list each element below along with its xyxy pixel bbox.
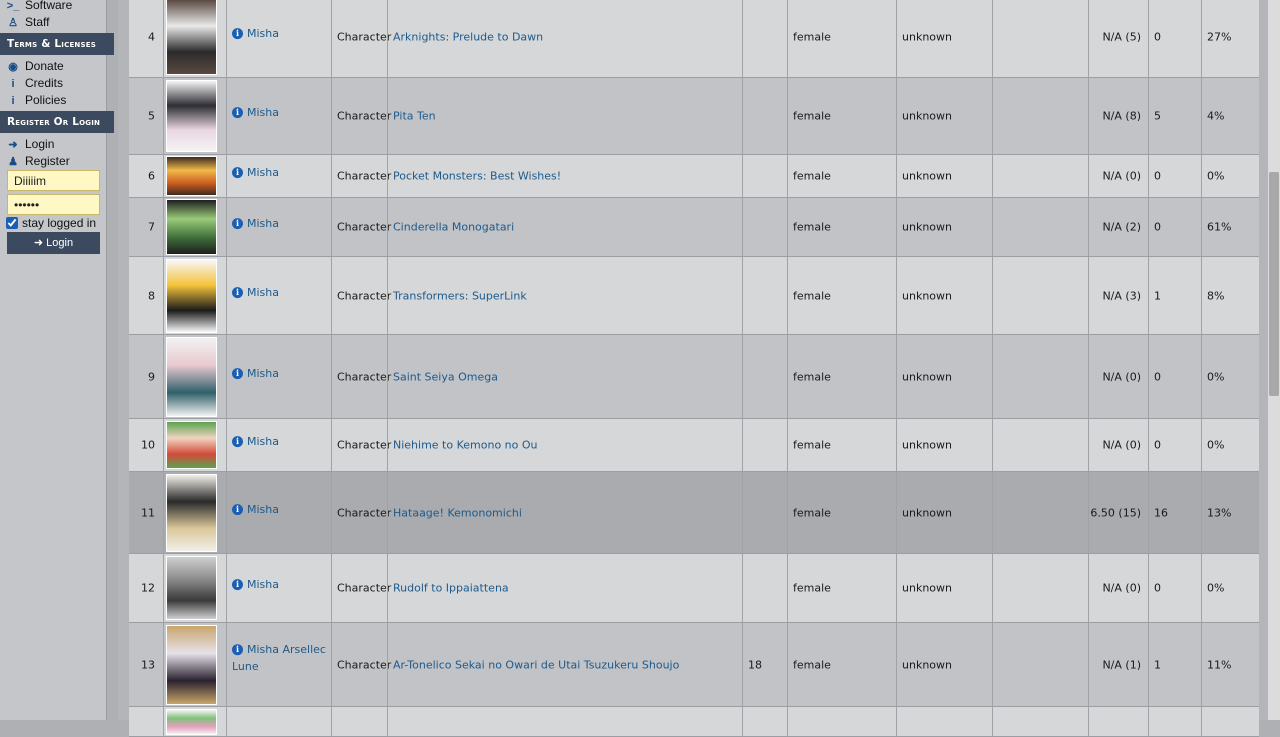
age-cell: [742, 0, 788, 77]
info-icon[interactable]: i: [232, 579, 243, 590]
votes-cell: [1148, 623, 1202, 706]
login-button-label: Login: [46, 237, 74, 249]
rank-cell: [129, 419, 163, 471]
status: unknown: [902, 109, 952, 123]
type-cell: [331, 198, 392, 256]
character-name[interactable]: Misha: [247, 217, 279, 231]
source-link[interactable]: Niehime to Kemono no Ou: [393, 438, 538, 452]
character-name[interactable]: Misha: [247, 166, 279, 180]
sidebar: [0, 0, 107, 720]
sidebar-link-label: Policies: [25, 93, 67, 107]
rank-cell: [129, 554, 163, 622]
type: Character: [337, 30, 392, 43]
type: Character: [337, 289, 392, 302]
rank-cell: [129, 257, 163, 334]
percent: 61%: [1207, 220, 1232, 234]
rating-cell: [1088, 472, 1149, 553]
info-icon[interactable]: i: [232, 287, 243, 298]
source-link[interactable]: Hataage! Kemonomichi: [393, 506, 522, 519]
source-link-cell: [387, 335, 743, 418]
info-icon: i: [11, 95, 15, 107]
login-header: Register Or Login: [0, 111, 114, 133]
rating-cell: [1088, 623, 1149, 706]
source-link-cell: [387, 155, 743, 197]
info-icon[interactable]: i: [232, 368, 243, 379]
character-name-link[interactable]: [232, 641, 327, 675]
empty-cell: [992, 554, 1089, 622]
source-link[interactable]: Cinderella Monogatari: [393, 220, 515, 234]
image-cell: [163, 472, 227, 553]
gender: female: [793, 289, 831, 302]
status: unknown: [902, 289, 952, 302]
sidebar-link-credits[interactable]: [6, 75, 63, 91]
source-link[interactable]: Transformers: SuperLink: [393, 289, 527, 302]
gender-cell: [787, 78, 897, 154]
type-cell: [331, 0, 392, 77]
character-name[interactable]: Misha: [247, 502, 279, 516]
gender: female: [793, 370, 831, 383]
status: unknown: [902, 220, 952, 234]
image-cell: [163, 335, 227, 418]
rank: 6: [148, 169, 155, 183]
results-table: [118, 0, 1268, 720]
gender-cell: [787, 0, 897, 77]
votes-cell: [1148, 335, 1202, 418]
type-cell: [331, 78, 392, 154]
rank: 12: [141, 581, 155, 595]
percent: 27%: [1207, 30, 1232, 43]
source-link-cell: [387, 472, 743, 553]
rank-cell: [129, 0, 163, 77]
rating: N/A (2): [1102, 220, 1141, 234]
percent: 0%: [1207, 370, 1225, 383]
rank: 4: [148, 30, 155, 43]
age-cell: [742, 335, 788, 418]
rating-cell: [1088, 78, 1149, 154]
gender-cell: [787, 472, 897, 553]
source-link-cell: [387, 198, 743, 256]
rating: N/A (8): [1102, 109, 1141, 123]
rating-cell: [1088, 257, 1149, 334]
rank: 8: [148, 289, 155, 302]
scrollbar-thumb[interactable]: [1269, 172, 1279, 396]
type-cell: [331, 419, 392, 471]
empty-cell: [1088, 707, 1149, 736]
percent: 8%: [1207, 289, 1225, 302]
rating: N/A (0): [1102, 370, 1141, 383]
source-link-cell: [387, 554, 743, 622]
sidebar-link-staff[interactable]: [6, 14, 49, 30]
type: Character: [337, 370, 392, 383]
image-cell: [163, 707, 227, 736]
age-cell: [742, 78, 788, 154]
table-row: [129, 419, 1259, 472]
image-cell: [163, 0, 227, 77]
sign-in-icon: ➜: [8, 139, 18, 151]
rank-cell: [129, 707, 163, 736]
gender: female: [793, 581, 831, 595]
status-cell: [896, 257, 993, 334]
empty-cell: [1148, 707, 1202, 736]
empty-cell: [992, 419, 1089, 471]
sidebar-link-label: Software: [25, 0, 73, 12]
character-name[interactable]: Misha: [247, 578, 279, 592]
staff-icon: ♙: [8, 17, 18, 29]
type: Character: [337, 506, 392, 519]
empty-cell: [992, 623, 1089, 706]
age-cell: [742, 419, 788, 471]
age-cell: [742, 257, 788, 334]
table-row: [129, 623, 1259, 707]
terms-header: Terms & Licenses: [0, 33, 114, 55]
gender-cell: [787, 198, 897, 256]
user-plus-icon: ♟: [8, 156, 18, 168]
rank: 9: [148, 370, 155, 383]
sidebar-link-login[interactable]: [6, 136, 54, 152]
gender: female: [793, 169, 831, 183]
name-cell: [226, 198, 332, 256]
status: unknown: [902, 30, 952, 43]
status: unknown: [902, 370, 952, 383]
empty-cell: [992, 78, 1089, 154]
votes-cell: [1148, 0, 1202, 77]
votes: 1: [1154, 658, 1161, 671]
donate-icon: ◉: [8, 61, 18, 73]
gender-cell: [787, 257, 897, 334]
gender: female: [793, 109, 831, 123]
info-icon[interactable]: i: [232, 218, 243, 229]
empty-cell: [387, 707, 743, 736]
image-cell: [163, 554, 227, 622]
rank: 11: [141, 506, 155, 519]
percent: 13%: [1207, 506, 1232, 519]
rating: N/A (0): [1102, 169, 1141, 183]
percent: 0%: [1207, 169, 1225, 183]
rank-cell: [129, 198, 163, 256]
character-thumbnail[interactable]: [166, 80, 217, 152]
rank-cell: [129, 623, 163, 706]
status: unknown: [902, 658, 952, 671]
scrollbar[interactable]: [1268, 0, 1280, 720]
rank: 7: [148, 220, 155, 234]
character-thumbnail[interactable]: [166, 199, 217, 255]
percent-cell: [1201, 472, 1260, 553]
sidebar-link-label: Staff: [25, 15, 50, 29]
rating-cell: [1088, 554, 1149, 622]
age-cell: [742, 554, 788, 622]
gender: female: [793, 438, 831, 452]
type: Character: [337, 658, 392, 671]
percent: 4%: [1207, 109, 1225, 123]
source-link-cell: [387, 257, 743, 334]
source-link[interactable]: Rudolf to Ippaiattena: [393, 581, 509, 595]
votes: 1: [1154, 289, 1161, 302]
type: Character: [337, 169, 392, 183]
name-cell: [226, 0, 332, 77]
votes-cell: [1148, 155, 1202, 197]
image-cell: [163, 623, 227, 706]
age-cell: [742, 198, 788, 256]
rank: 13: [141, 658, 155, 671]
gender: female: [793, 658, 831, 671]
name-cell: [226, 335, 332, 418]
type-cell: [331, 335, 392, 418]
name-cell: [226, 419, 332, 471]
name-cell: [226, 78, 332, 154]
percent-cell: [1201, 198, 1260, 256]
character-name-link[interactable]: [232, 164, 327, 181]
sidebar-link-label: Credits: [25, 76, 64, 90]
votes-cell: [1148, 472, 1202, 553]
gender-cell: [787, 155, 897, 197]
rating: N/A (3): [1102, 289, 1141, 302]
empty-cell: [992, 257, 1089, 334]
type-cell: [331, 257, 392, 334]
status-cell: [896, 198, 993, 256]
table-row: [129, 78, 1259, 155]
image-cell: [163, 155, 227, 197]
status-cell: [896, 78, 993, 154]
image-cell: [163, 257, 227, 334]
source-link-cell: [387, 0, 743, 77]
rank: 10: [141, 438, 155, 452]
info-icon[interactable]: i: [232, 167, 243, 178]
table-row: [129, 198, 1259, 257]
percent-cell: [1201, 78, 1260, 154]
info-icon[interactable]: i: [232, 28, 243, 39]
status-cell: [896, 419, 993, 471]
votes-cell: [1148, 554, 1202, 622]
votes-cell: [1148, 257, 1202, 334]
rating-cell: [1088, 0, 1149, 77]
rank-cell: [129, 78, 163, 154]
rating: N/A (0): [1102, 438, 1141, 452]
info-icon[interactable]: i: [232, 107, 243, 118]
table-row: [129, 554, 1259, 623]
rating-cell: [1088, 419, 1149, 471]
votes: 16: [1154, 506, 1168, 519]
image-cell: [163, 78, 227, 154]
empty-cell: [992, 472, 1089, 553]
source-link[interactable]: Ar-Tonelico Sekai no Owari de Utai Tsuzukeru Shoujo: [393, 658, 680, 671]
character-name[interactable]: Misha: [247, 26, 279, 40]
sidebar-link-policies[interactable]: [6, 92, 66, 108]
table-row: [129, 257, 1259, 335]
empty-cell: [742, 707, 788, 736]
character-name-link[interactable]: [232, 25, 327, 42]
name-cell: [226, 623, 332, 706]
source-link[interactable]: Arknights: Prelude to Dawn: [393, 30, 544, 43]
empty-cell: [992, 198, 1089, 256]
name-cell: [226, 472, 332, 553]
source-link[interactable]: Saint Seiya Omega: [393, 370, 498, 383]
empty-cell: [787, 707, 897, 736]
gender: female: [793, 220, 831, 234]
sidebar-link-label: Login: [25, 137, 55, 151]
character-name[interactable]: Misha Arsellec Lune: [232, 642, 326, 673]
age-cell: [742, 155, 788, 197]
percent-cell: [1201, 257, 1260, 334]
votes: 0: [1154, 169, 1161, 183]
character-name-link[interactable]: [232, 104, 327, 121]
age-cell: [742, 623, 788, 706]
empty-cell: [1201, 707, 1260, 736]
character-thumbnail[interactable]: [166, 421, 217, 469]
character-name-link[interactable]: [232, 284, 327, 301]
type-cell: [331, 554, 392, 622]
source-link[interactable]: Pocket Monsters: Best Wishes!: [393, 169, 562, 183]
percent-cell: [1201, 0, 1260, 77]
status-cell: [896, 335, 993, 418]
empty-cell: [992, 0, 1089, 77]
votes-cell: [1148, 78, 1202, 154]
character-thumbnail[interactable]: [166, 474, 217, 552]
percent: 11%: [1207, 658, 1232, 671]
status: unknown: [902, 169, 952, 183]
empty-cell: [331, 707, 388, 736]
rank-cell: [129, 472, 163, 553]
character-name-link[interactable]: [232, 501, 327, 518]
image-cell: [163, 198, 227, 256]
info-icon: i: [11, 78, 15, 90]
stay-logged-in-checkbox[interactable]: [6, 217, 18, 229]
status-cell: [896, 623, 993, 706]
votes: 0: [1154, 438, 1161, 452]
table-row: [129, 155, 1259, 198]
empty-cell: [992, 707, 1089, 736]
username-input[interactable]: [7, 170, 100, 191]
empty-cell: [992, 155, 1089, 197]
percent-cell: [1201, 623, 1260, 706]
votes-cell: [1148, 198, 1202, 256]
character-name-link[interactable]: [232, 576, 327, 593]
table-row: [129, 335, 1259, 419]
terminal-icon: >_: [6, 0, 20, 12]
gender-cell: [787, 335, 897, 418]
percent-cell: [1201, 419, 1260, 471]
rating-cell: [1088, 198, 1149, 256]
status-cell: [896, 472, 993, 553]
status: unknown: [902, 438, 952, 452]
votes: 0: [1154, 370, 1161, 383]
empty-cell: [992, 335, 1089, 418]
percent-cell: [1201, 155, 1260, 197]
character-thumbnail[interactable]: [166, 0, 217, 75]
login-button[interactable]: [7, 232, 100, 254]
image-cell: [163, 419, 227, 471]
percent: 0%: [1207, 438, 1225, 452]
source-link[interactable]: Pita Ten: [393, 109, 436, 123]
character-name-link[interactable]: [232, 365, 327, 382]
rating: N/A (1): [1102, 658, 1141, 671]
percent-cell: [1201, 554, 1260, 622]
type: Character: [337, 438, 392, 452]
character-name[interactable]: Misha: [247, 106, 279, 120]
rank-cell: [129, 155, 163, 197]
type-cell: [331, 472, 392, 553]
gender: female: [793, 30, 831, 43]
rating: N/A (5): [1102, 30, 1141, 43]
sidebar-link-label: Register: [25, 154, 70, 168]
status-cell: [896, 155, 993, 197]
table-row: [129, 472, 1259, 554]
gender: female: [793, 506, 831, 519]
votes: 0: [1154, 581, 1161, 595]
gender-cell: [787, 554, 897, 622]
character-name[interactable]: Misha: [247, 285, 279, 299]
info-icon[interactable]: i: [232, 644, 243, 655]
sidebar-link-register[interactable]: [6, 153, 70, 169]
name-cell: [226, 257, 332, 334]
character-thumbnail[interactable]: [166, 156, 217, 196]
percent-cell: [1201, 335, 1260, 418]
status: unknown: [902, 506, 952, 519]
character-name[interactable]: Misha: [247, 366, 279, 380]
character-name[interactable]: Misha: [247, 435, 279, 449]
age-cell: [742, 472, 788, 553]
sidebar-link-donate[interactable]: [6, 58, 64, 74]
rank-cell: [129, 335, 163, 418]
character-name-link[interactable]: [232, 433, 327, 450]
status: unknown: [902, 581, 952, 595]
password-input[interactable]: [7, 194, 100, 215]
rating-cell: [1088, 335, 1149, 418]
gender-cell: [787, 623, 897, 706]
sign-in-icon: ➜: [33, 237, 44, 249]
info-icon[interactable]: i: [232, 436, 243, 447]
status-cell: [896, 0, 993, 77]
type: Character: [337, 109, 392, 123]
type: Character: [337, 581, 392, 595]
source-link-cell: [387, 78, 743, 154]
stay-logged-in-label: stay logged in: [22, 216, 97, 230]
rating: 6.50 (15): [1090, 506, 1141, 519]
character-thumbnail[interactable]: [166, 625, 217, 705]
percent: 0%: [1207, 581, 1225, 595]
character-thumbnail[interactable]: [166, 259, 217, 333]
rank: 5: [148, 109, 155, 123]
name-cell: [226, 554, 332, 622]
table-row: [129, 0, 1259, 78]
type: Character: [337, 220, 392, 234]
votes: 5: [1154, 109, 1161, 123]
votes-cell: [1148, 419, 1202, 471]
character-thumbnail[interactable]: [166, 709, 217, 735]
empty-cell: [896, 707, 993, 736]
empty-cell: [226, 707, 332, 736]
sidebar-link-label: Donate: [25, 59, 64, 73]
table-row: [129, 707, 1259, 737]
character-thumbnail[interactable]: [166, 556, 217, 620]
type-cell: [331, 155, 392, 197]
gender-cell: [787, 419, 897, 471]
character-thumbnail[interactable]: [166, 337, 217, 417]
source-link-cell: [387, 623, 743, 706]
age: 18: [748, 658, 762, 671]
rating: N/A (0): [1102, 581, 1141, 595]
sidebar-link-software[interactable]: [6, 0, 72, 13]
name-cell: [226, 155, 332, 197]
type-cell: [331, 623, 392, 706]
rating-cell: [1088, 155, 1149, 197]
source-link-cell: [387, 419, 743, 471]
votes: 0: [1154, 30, 1161, 43]
character-name-link[interactable]: [232, 215, 327, 232]
info-icon[interactable]: i: [232, 504, 243, 515]
status-cell: [896, 554, 993, 622]
votes: 0: [1154, 220, 1161, 234]
